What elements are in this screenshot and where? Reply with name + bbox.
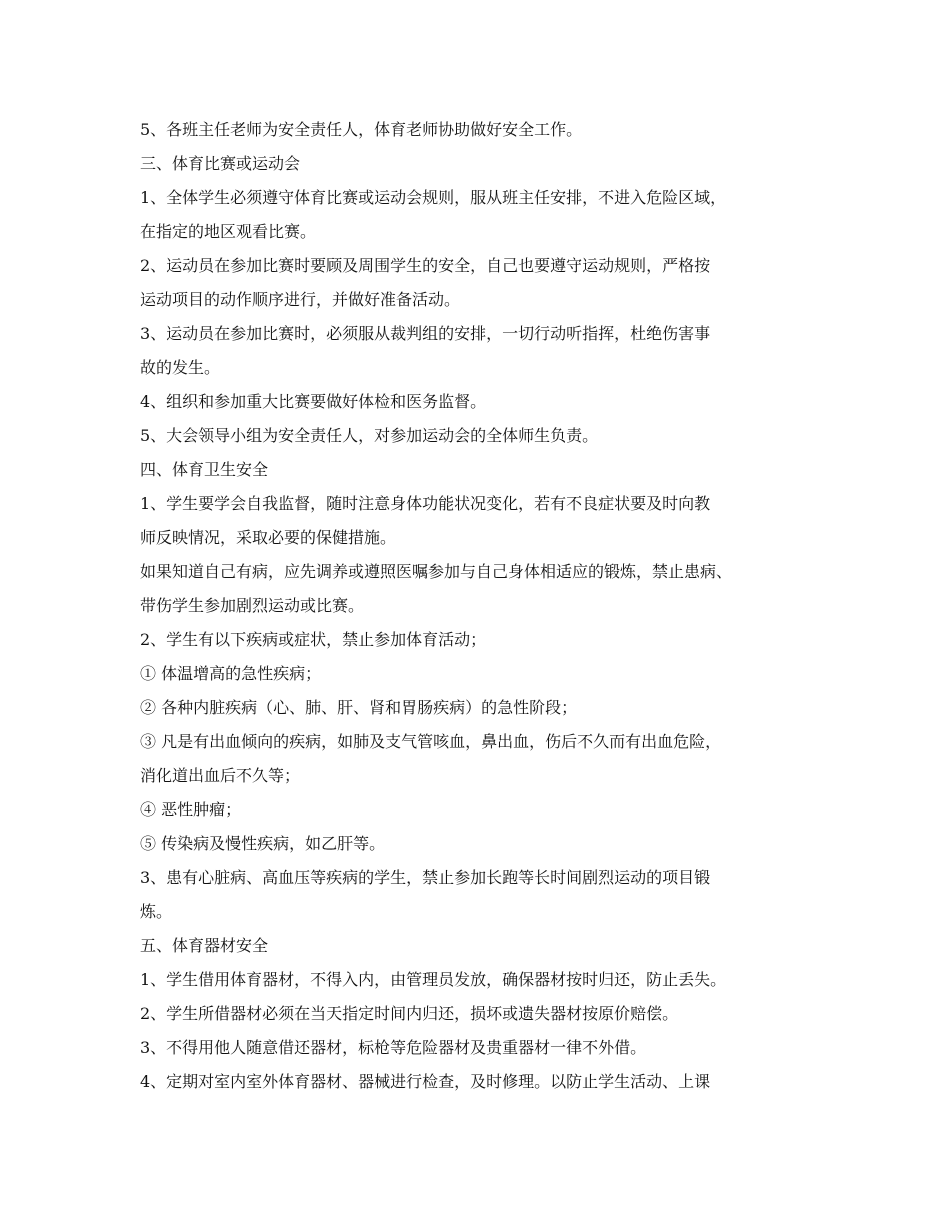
text-line: 4、组织和参加重大比赛要做好体检和医务监督。 (140, 392, 487, 411)
text-line: 4、定期对室内室外体育器材、器械进行检查，及时修理。以防止学生活动、上课 (140, 1072, 711, 1091)
text-line: 3、不得用他人随意借还器材，标枪等危险器材及贵重器材一律不外借。 (140, 1038, 647, 1057)
text-line: 5、大会领导小组为安全责任人，对参加运动会的全体师生负责。 (140, 426, 599, 445)
text-line: 运动项目的动作顺序进行，并做好准备活动。 (140, 290, 461, 309)
list-item: ① 体温增高的急性疾病； (140, 664, 322, 683)
text-line: 炼。 (140, 902, 173, 921)
text-line: 师反映情况，采取必要的保健措施。 (140, 528, 397, 547)
text-line: 2、运动员在参加比赛时要顾及周围学生的安全，自己也要遵守运动规则，严格按 (140, 256, 711, 275)
document-body (140, 113, 840, 1099)
text-line: 5、各班主任老师为安全责任人，体育老师协助做好安全工作。 (140, 120, 583, 139)
text-line: 消化道出血后不久等； (140, 766, 301, 785)
section-heading: 三、体育比赛或运动会 (140, 154, 301, 173)
section-heading: 五、体育器材安全 (140, 936, 269, 955)
section-heading: 四、体育卫生安全 (140, 460, 269, 479)
text-line: 如果知道自己有病，应先调养或遵照医嘱参加与自己身体相适应的锻炼，禁止患病、 (140, 562, 733, 581)
list-item: ④ 恶性肿瘤； (140, 800, 242, 819)
text-line: 2、学生所借器材必须在当天指定时间内归还，损坏或遗失器材按原价赔偿。 (140, 1004, 679, 1023)
list-item: ③ 凡是有出血倾向的疾病，如肺及支气管咳血，鼻出血，伤后不久而有出血危险， (140, 732, 722, 751)
text-line: 2、学生有以下疾病或症状，禁止参加体育活动； (140, 630, 487, 649)
text-line: 3、患有心脏病、高血压等疾病的学生，禁止参加长跑等长时间剧烈运动的项目锻 (140, 868, 711, 887)
text-line: 1、学生要学会自我监督，随时注意身体功能状况变化，若有不良症状要及时向教 (140, 494, 711, 513)
text-line: 3、运动员在参加比赛时，必须服从裁判组的安排，一切行动听指挥，杜绝伤害事 (140, 324, 711, 343)
text-line: 1、全体学生必须遵守体育比赛或运动会规则，服从班主任安排，不进入危险区域， (140, 188, 727, 207)
text-line: 在指定的地区观看比赛。 (140, 222, 317, 241)
text-line: 1、学生借用体育器材，不得入内，由管理员发放，确保器材按时归还，防止丢失。 (140, 970, 727, 989)
list-item: ② 各种内脏疾病（心、肺、肝、肾和胃肠疾病）的急性阶段； (140, 698, 578, 717)
list-item: ⑤ 传染病及慢性疾病，如乙肝等。 (140, 834, 386, 853)
text-line: 故的发生。 (140, 358, 221, 377)
text-line: 带伤学生参加剧烈运动或比赛。 (140, 596, 365, 615)
